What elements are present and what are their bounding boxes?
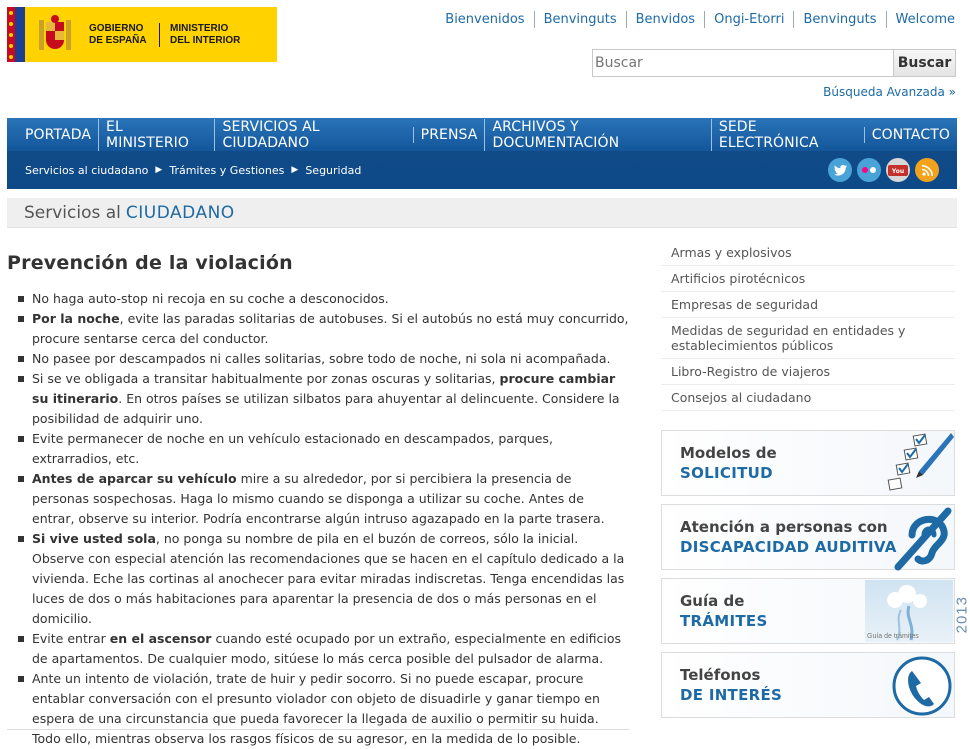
guide-cover-label: Guía de trámites: [867, 633, 919, 640]
promo-title: Atención a personas con: [680, 518, 888, 536]
nav-item-contacto[interactable]: CONTACTO: [864, 127, 957, 143]
lang-link-es[interactable]: Bienvenidos: [445, 12, 525, 27]
advice-text: Ante un intento de violación, trate de huir y pedir socorro. Si no puede escapar, procure entablar conversación con el presunto violador con objeto de disuadirle y ganar tiempo en espera de una circunstancia que pueda favorecer la llegada de auxilio o permitir su huida. Todo ello, mientras observa los rasgos físicos de su agresor, en la medida de lo posible.: [32, 671, 600, 746]
nav-item-portada[interactable]: PORTADA: [25, 126, 92, 143]
advice-item: [7, 669, 629, 749]
flag-stripe: [7, 7, 15, 62]
advice-text: mire a su alrededor, por si percibiera la presencia de personas sospechosas. Haga lo mismo cuando se disponga a utilizar su coche. Antes de entrar, observe su interior. Podría encontrarse algún intruso agazapado en la parte trasera.: [32, 471, 605, 526]
promo-subtitle: TRÁMITES: [680, 612, 768, 630]
main-navigation: [7, 118, 957, 189]
advice-list: [7, 289, 629, 749]
sidebar-item-medidas[interactable]: Medidas de seguridad en entidades y establecimientos públicos: [661, 318, 955, 359]
promo-subtitle: DISCAPACIDAD AUDITIVA: [680, 538, 897, 556]
flickr-icon[interactable]: [857, 158, 881, 182]
hearing-icon: [882, 505, 954, 571]
government-logo[interactable]: [7, 7, 277, 62]
advice-text: , evite las paradas solitarias de autobuses. Si el autobús no está muy concurrido, procure sentarse cerca del conductor.: [32, 311, 629, 346]
youtube-icon[interactable]: [886, 158, 910, 182]
promo-discapacidad-auditiva[interactable]: [661, 504, 955, 570]
advice-emphasis: procure cambiar su itinerario: [32, 371, 616, 406]
lang-link-eu[interactable]: Ongi-Etorri: [704, 11, 793, 28]
advice-emphasis: en el ascensor: [109, 631, 212, 646]
advice-item: [7, 369, 629, 429]
advice-emphasis: Antes de aparcar su vehículo: [32, 471, 237, 486]
promo-subtitle: SOLICITUD: [680, 464, 773, 482]
breadcrumb-separator-icon: ▶: [155, 165, 163, 175]
promo-modelos-solicitud[interactable]: [661, 430, 955, 496]
lang-link-va[interactable]: Benvinguts: [793, 11, 885, 28]
breadcrumb: [7, 151, 957, 189]
nav-menu: [7, 118, 957, 151]
search-button[interactable]: Buscar: [894, 49, 956, 77]
section-title-highlight: CIUDADANO: [125, 202, 235, 223]
main-content: [7, 252, 629, 749]
search-input[interactable]: [592, 49, 894, 77]
phone-icon: [882, 653, 954, 719]
advice-text: Evite permanecer de noche en un vehículo estacionado en descampados, parques, extrarradios, etc.: [32, 431, 553, 466]
sidebar-links: [661, 240, 955, 411]
advice-item: [7, 429, 629, 469]
nav-item-prensa[interactable]: PRENSA: [413, 127, 485, 143]
lang-link-en[interactable]: Welcome: [886, 11, 955, 28]
advice-text: No haga auto-stop ni recoja en su coche a desconocidos.: [32, 291, 389, 306]
rss-icon[interactable]: [915, 158, 939, 182]
sidebar-item-armas[interactable]: Armas y explosivos: [661, 240, 955, 266]
advice-emphasis: Si vive usted sola: [32, 531, 156, 546]
guide-year-badge: 2013: [953, 596, 970, 634]
promo-subtitle: DE INTERÉS: [680, 686, 783, 704]
checklist-icon: [859, 431, 954, 497]
logo-text-gobierno: GOBIERNO DE ESPAÑA: [89, 22, 147, 46]
advice-item: [7, 629, 629, 669]
nav-item-servicios[interactable]: SERVICIOS AL CIUDADANO: [214, 119, 412, 151]
nav-item-archivos[interactable]: ARCHIVOS Y DOCUMENTACIÓN: [484, 119, 710, 151]
sidebar-item-libro-registro[interactable]: Libro-Registro de viajeros: [661, 359, 955, 385]
section-title-prefix: Servicios al: [24, 202, 121, 223]
promo-title: Guía de: [680, 592, 745, 610]
nav-item-sede[interactable]: SEDE ELECTRÓNICA: [711, 119, 864, 151]
breadcrumb-item[interactable]: Trámites y Gestiones: [169, 163, 285, 177]
lang-link-gl[interactable]: Benvidos: [626, 11, 704, 28]
breadcrumb-item[interactable]: Servicios al ciudadano: [25, 163, 149, 177]
advice-item: [7, 349, 629, 369]
advice-item: [7, 469, 629, 529]
advice-text: No pasee por descampados ni calles solitarias, sobre todo de noche, ni sola ni acompañada.: [32, 351, 611, 366]
advice-emphasis: Por la noche: [32, 311, 120, 326]
promo-telefonos-interes[interactable]: [661, 652, 955, 718]
social-links: [828, 158, 939, 182]
sidebar-item-empresas[interactable]: Empresas de seguridad: [661, 292, 955, 318]
search-form: [592, 49, 956, 77]
page-title: Prevención de la violación: [7, 252, 293, 274]
advanced-search-link[interactable]: Búsqueda Avanzada »: [823, 85, 956, 99]
language-bar: [436, 11, 955, 28]
section-title: [7, 198, 957, 228]
advice-text: Evite entrar: [32, 631, 110, 646]
advice-text: cuando esté ocupado por un extraño, especialmente en edificios de apartamentos. De cualquier modo, sitúese lo más cerca posible del pulsador de alarma.: [32, 631, 622, 666]
promo-title: Teléfonos: [680, 666, 761, 684]
guide-book-icon: [865, 580, 970, 642]
advice-text: , no ponga su nombre de pila en el buzón de correos, sólo la inicial. Observe con especial atención las recomendaciones que se hacen en el capítulo dedicado a la vivienda. Eche las cortinas al anochecer para evitar miradas indiscretas. Tenga encendidas las luces de dos o más habitaciones para aparentar la presencia de dos o más personas en el domicilio.: [32, 531, 625, 626]
sidebar-item-pirotecnicos[interactable]: Artificios pirotécnicos: [661, 266, 955, 292]
svg-text:You: You: [891, 167, 905, 175]
advice-item: [7, 309, 629, 349]
advice-item: [7, 529, 629, 629]
promo-title: Modelos de: [680, 444, 777, 462]
promo-guia-tramites[interactable]: [661, 578, 970, 644]
coat-of-arms-icon: [37, 14, 73, 56]
eu-stripe: [15, 7, 25, 62]
breadcrumb-item-current: Seguridad: [305, 163, 362, 177]
content-divider: [7, 729, 629, 730]
advice-text: . En otros países se utilizan silbatos para ahuyentar al delincuente. Considere la posibilidad de adquirir uno.: [32, 391, 620, 426]
nav-item-ministerio[interactable]: EL MINISTERIO: [98, 119, 214, 151]
breadcrumb-separator-icon: ▶: [291, 165, 299, 175]
advice-text: Si se ve obligada a transitar habitualmente por zonas oscuras y solitarias,: [32, 371, 500, 386]
advice-item: [7, 289, 629, 309]
sidebar-item-consejos[interactable]: Consejos al ciudadano: [661, 385, 955, 411]
logo-text-ministerio: MINISTERIO DEL INTERIOR: [159, 23, 249, 47]
twitter-icon[interactable]: [828, 158, 852, 182]
lang-link-ca[interactable]: Benvinguts: [534, 11, 626, 28]
